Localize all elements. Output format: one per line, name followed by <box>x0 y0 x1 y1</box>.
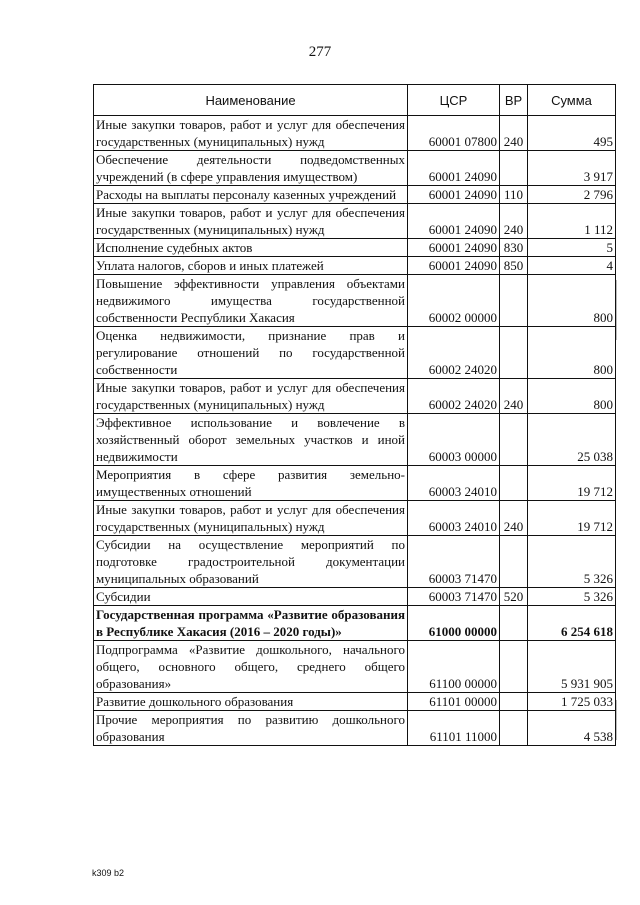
cell-csr: 61101 00000 <box>408 693 500 711</box>
cell-vr: 240 <box>500 501 528 536</box>
scan-margin-mark <box>616 700 617 740</box>
cell-name: Иные закупки товаров, работ и услуг для обеспечения государственных (муниципальных) нужд <box>94 501 408 536</box>
table-row <box>94 588 616 606</box>
cell-sum: 800 <box>528 327 616 379</box>
table-row <box>94 466 616 501</box>
cell-vr <box>500 606 528 641</box>
table-row <box>94 151 616 186</box>
table-row <box>94 606 616 641</box>
cell-name: Развитие дошкольного образования <box>94 693 408 711</box>
cell-csr: 61100 00000 <box>408 641 500 693</box>
cell-name: Иные закупки товаров, работ и услуг для обеспечения государственных (муниципальных) нужд <box>94 116 408 151</box>
table-row <box>94 536 616 588</box>
cell-vr <box>500 536 528 588</box>
header-vr: ВР <box>500 85 528 116</box>
cell-name: Обеспечение деятельности подведомственных учреждений (в сфере управления имуществом) <box>94 151 408 186</box>
cell-csr: 60001 24090 <box>408 239 500 257</box>
cell-vr <box>500 414 528 466</box>
cell-name: Эффективное использование и вовлечение в хозяйственный оборот земельных участков и иной недвижимости <box>94 414 408 466</box>
table-row <box>94 641 616 693</box>
table-body <box>94 116 616 746</box>
cell-name: Субсидии <box>94 588 408 606</box>
cell-sum: 5 931 905 <box>528 641 616 693</box>
budget-table <box>93 84 616 746</box>
table-row <box>94 693 616 711</box>
cell-name: Иные закупки товаров, работ и услуг для обеспечения государственных (муниципальных) нужд <box>94 204 408 239</box>
cell-name: Мероприятия в сфере развития земельно-имущественных отношений <box>94 466 408 501</box>
cell-vr <box>500 327 528 379</box>
cell-csr: 60001 07800 <box>408 116 500 151</box>
cell-vr <box>500 641 528 693</box>
cell-csr: 60003 71470 <box>408 536 500 588</box>
cell-vr <box>500 711 528 746</box>
cell-sum: 19 712 <box>528 466 616 501</box>
cell-sum: 800 <box>528 275 616 327</box>
cell-sum: 25 038 <box>528 414 616 466</box>
cell-vr: 830 <box>500 239 528 257</box>
cell-csr: 60002 24020 <box>408 327 500 379</box>
cell-name: Иные закупки товаров, работ и услуг для обеспечения государственных (муниципальных) нужд <box>94 379 408 414</box>
table-row <box>94 204 616 239</box>
cell-vr: 110 <box>500 186 528 204</box>
header-csr: ЦСР <box>408 85 500 116</box>
table-row <box>94 116 616 151</box>
cell-csr: 60001 24090 <box>408 257 500 275</box>
scan-margin-mark <box>616 280 617 340</box>
cell-csr: 60003 71470 <box>408 588 500 606</box>
cell-csr: 60001 24090 <box>408 186 500 204</box>
cell-sum: 5 326 <box>528 588 616 606</box>
cell-csr: 60003 00000 <box>408 414 500 466</box>
cell-vr: 240 <box>500 379 528 414</box>
cell-sum: 1 725 033 <box>528 693 616 711</box>
table-row <box>94 186 616 204</box>
table-row <box>94 327 616 379</box>
cell-csr: 61101 11000 <box>408 711 500 746</box>
cell-csr: 60001 24090 <box>408 204 500 239</box>
cell-sum: 4 538 <box>528 711 616 746</box>
cell-name: Подпрограмма «Развитие дошкольного, начального общего, основного общего, среднего общего образования» <box>94 641 408 693</box>
cell-vr: 520 <box>500 588 528 606</box>
table-row <box>94 239 616 257</box>
table-header-row <box>94 85 616 116</box>
cell-vr <box>500 693 528 711</box>
cell-sum: 4 <box>528 257 616 275</box>
cell-name: Исполнение судебных актов <box>94 239 408 257</box>
cell-name: Государственная программа «Развитие образования в Республике Хакасия (2016 – 2020 годы)» <box>94 606 408 641</box>
cell-csr: 60003 24010 <box>408 466 500 501</box>
cell-vr <box>500 151 528 186</box>
cell-sum: 6 254 618 <box>528 606 616 641</box>
cell-name: Уплата налогов, сборов и иных платежей <box>94 257 408 275</box>
cell-name: Расходы на выплаты персоналу казенных учреждений <box>94 186 408 204</box>
cell-csr: 61000 00000 <box>408 606 500 641</box>
header-sum: Сумма <box>528 85 616 116</box>
table-row <box>94 711 616 746</box>
cell-name: Оценка недвижимости, признание прав и регулирование отношений по государственной собственности <box>94 327 408 379</box>
header-name: Наименование <box>94 85 408 116</box>
cell-sum: 19 712 <box>528 501 616 536</box>
table-row <box>94 501 616 536</box>
cell-vr <box>500 275 528 327</box>
cell-vr: 850 <box>500 257 528 275</box>
cell-name: Прочие мероприятия по развитию дошкольного образования <box>94 711 408 746</box>
table-row <box>94 275 616 327</box>
footer-code: k309 b2 <box>92 868 125 878</box>
cell-csr: 60002 24020 <box>408 379 500 414</box>
cell-sum: 495 <box>528 116 616 151</box>
cell-name: Повышение эффективности управления объектами недвижимого имущества государственной собственности Республики Хакасия <box>94 275 408 327</box>
cell-vr: 240 <box>500 204 528 239</box>
cell-sum: 800 <box>528 379 616 414</box>
cell-sum: 1 112 <box>528 204 616 239</box>
cell-vr: 240 <box>500 116 528 151</box>
cell-csr: 60001 24090 <box>408 151 500 186</box>
cell-sum: 5 <box>528 239 616 257</box>
page-number: 277 <box>308 44 332 60</box>
cell-csr: 60003 24010 <box>408 501 500 536</box>
cell-sum: 2 796 <box>528 186 616 204</box>
cell-sum: 5 326 <box>528 536 616 588</box>
cell-csr: 60002 00000 <box>408 275 500 327</box>
cell-vr <box>500 466 528 501</box>
cell-name: Субсидии на осуществление мероприятий по подготовке градостроительной документации муниципальных образований <box>94 536 408 588</box>
table-row <box>94 379 616 414</box>
cell-sum: 3 917 <box>528 151 616 186</box>
table-row <box>94 257 616 275</box>
table-row <box>94 414 616 466</box>
